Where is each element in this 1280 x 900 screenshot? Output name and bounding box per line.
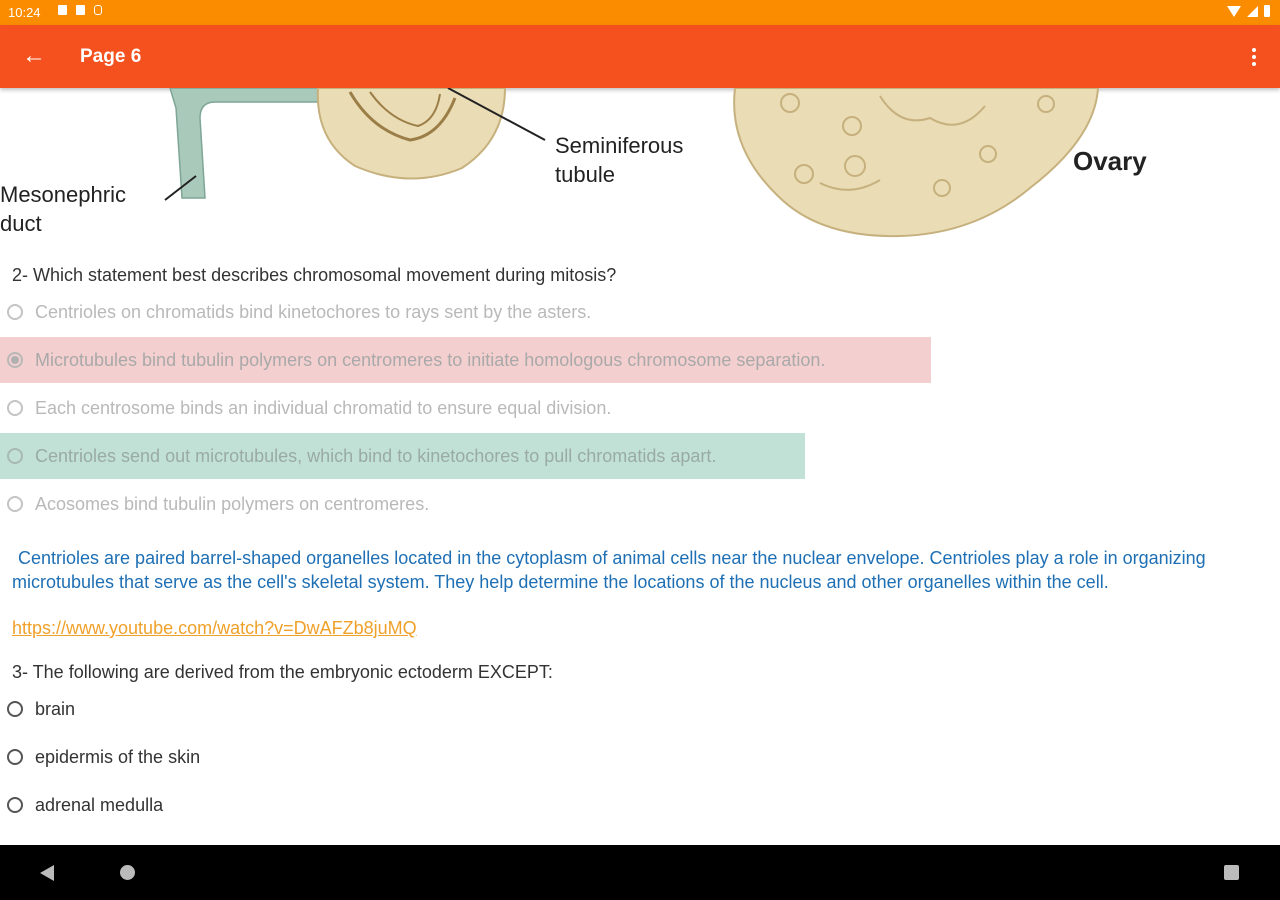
radio-unchecked-icon[interactable]	[7, 304, 23, 320]
system-nav-bar	[0, 845, 1280, 900]
radio-checked-icon[interactable]	[7, 352, 23, 368]
q3-option-b[interactable]	[0, 734, 300, 780]
anatomy-illustration	[0, 88, 1280, 238]
q3-option-a[interactable]	[0, 686, 300, 732]
q2-option-d-label: Centrioles send out microtubules, which bind to kinetochores to pull chromatids apart.	[35, 445, 717, 466]
nav-back-icon[interactable]	[40, 865, 54, 881]
q2-option-b-label: Microtubules bind tubulin polymers on centromeres to initiate homologous chromosome separation.	[35, 349, 826, 370]
q2-option-a-label: Centrioles on chromatids bind kinetochores to rays sent by the asters.	[35, 301, 592, 322]
status-time: 10:24	[8, 5, 41, 20]
video-link[interactable]: https://www.youtube.com/watch?v=DwAFZb8juMQ	[12, 618, 417, 638]
q2-option-a[interactable]	[0, 289, 680, 335]
wifi-icon	[1227, 6, 1241, 17]
answer-explanation	[12, 546, 1268, 594]
q3-option-c-label: adrenal medulla	[35, 794, 164, 815]
q2-option-c-label: Each centrosome binds an individual chromatid to ensure equal division.	[35, 397, 612, 418]
status-notification-icons	[58, 5, 102, 15]
label-ovary: Ovary	[1073, 146, 1147, 176]
radio-unchecked-icon[interactable]	[7, 448, 23, 464]
battery-icon	[1264, 5, 1270, 17]
q3-option-a-label: brain	[35, 698, 76, 719]
q2-option-c[interactable]	[0, 385, 700, 431]
status-system-icons	[1227, 5, 1270, 17]
question-3-text: 3- The following are derived from the embryonic ectoderm EXCEPT:	[12, 662, 553, 682]
q2-option-b-wrong[interactable]	[0, 337, 931, 383]
q2-option-e-label: Acosomes bind tubulin polymers on centromeres.	[35, 493, 430, 514]
q2-option-d-correct[interactable]	[0, 433, 805, 479]
q2-option-e[interactable]	[0, 481, 500, 527]
label-seminiferous-tubule: Seminiferous tubule	[555, 133, 684, 187]
back-arrow-icon: ←	[22, 42, 46, 69]
explanation-text: Centrioles are paired barrel-shaped organelles located in the cytoplasm of animal cells near the nuclear envelope. Centrioles play a role in organizing microtubules that serve as the cell's skeletal system. They help determine the locations of the nucleus and other organelles within the cell.	[12, 548, 1206, 592]
q3-option-b-label: epidermis of the skin	[35, 746, 201, 767]
radio-unchecked-icon[interactable]	[7, 701, 23, 717]
page-title: Page 6	[80, 46, 142, 67]
radio-unchecked-icon[interactable]	[7, 749, 23, 765]
question-2-text: 2- Which statement best describes chromosomal movement during mitosis?	[12, 265, 617, 285]
label-mesonephric-duct: Mesonephric duct	[0, 182, 126, 236]
signal-icon	[1247, 6, 1258, 17]
q3-option-c[interactable]	[0, 782, 300, 828]
status-bar	[0, 0, 1280, 25]
radio-unchecked-icon[interactable]	[7, 797, 23, 813]
overflow-menu-button[interactable]	[1246, 42, 1262, 72]
radio-unchecked-icon[interactable]	[7, 400, 23, 416]
notification-icon	[58, 5, 67, 15]
nav-home-icon[interactable]	[120, 865, 135, 880]
more-vert-icon	[1252, 48, 1256, 66]
back-button[interactable]	[22, 43, 52, 69]
sync-icon	[94, 5, 102, 15]
app-bar	[0, 25, 1280, 88]
nav-recents-icon[interactable]	[1224, 865, 1239, 880]
radio-unchecked-icon[interactable]	[7, 496, 23, 512]
sd-card-icon	[76, 5, 85, 15]
